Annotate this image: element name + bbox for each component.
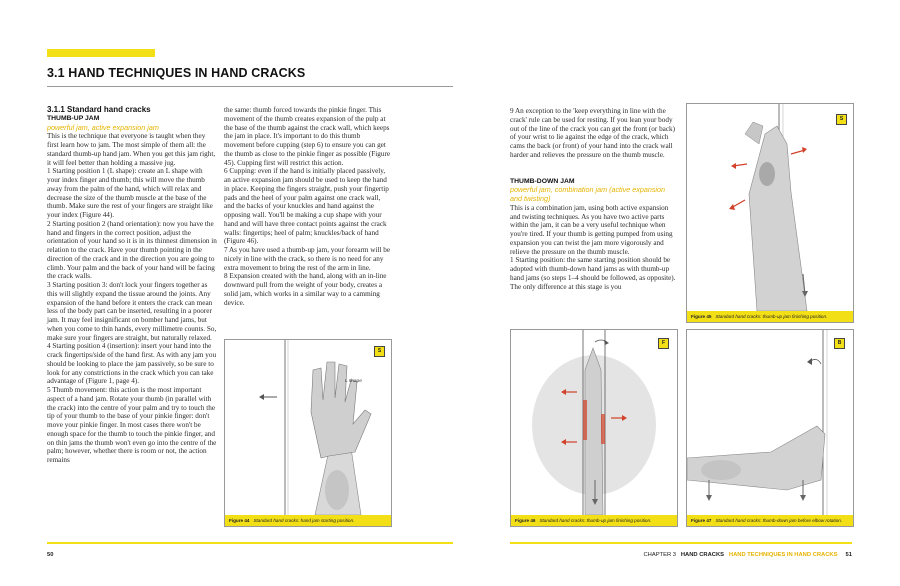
hand-illustration	[511, 330, 677, 515]
subhead-thumb-down: THUMB-DOWN JAM	[510, 177, 575, 185]
running-footer	[643, 552, 852, 558]
paragraph: This is the technique that everyone is taught when they first learn how to jam. The most simple of them all: the standard thumb-up hand jam. When you get this jam right, it will feel better than holding a massive jug.	[47, 132, 216, 167]
figure-caption: Figure 47 Standard hand cracks: thumb-down jam before elbow rotation.	[687, 515, 853, 526]
figure-caption: Figure 44 Standard hand cracks: hand jam starting position.	[225, 515, 391, 526]
l-shape-label: L shape	[345, 379, 362, 384]
footer-rule-right	[510, 542, 852, 544]
paragraph: This is a combination jam, using both active expansion and twisting techniques. As you have two active parts within the jam, it can be a very useful technique when you're tired. If your thumb is getting pumped from using expansion you can twist the jam more vigorously and relieve the pressure on the thumb muscle.	[510, 203, 673, 256]
paragraph: 5 Thumb movement: this action is the most important aspect of a hand jam. Rotate your thumb (in parallel with the crack) into the centre of your palm and try to touch the tip of your thumb to the base of your pinkie finger: don't move your pinkie finger. In most cases there won't be enough space for the thumb to touch the pinkie finger, and on thin jams the thumb won't even go into the centre of the palm; however, whether there is room or not, the action remains	[47, 386, 217, 464]
figure-badge: F	[658, 338, 669, 349]
subhead-thumb-up: THUMB-UP JAM	[47, 114, 100, 122]
paragraph: the same: thumb forced towards the pinkie finger. This movement of the thumb creates expansion of the pulp at the base of the thumb against the crack wall, which keeps the jam in place. It's important to do this thumb movement before cupping (step 6) to ensure you can get the thumb as close to the pinkie finger as possible (Figure 45). Cupping first will restrict this action.	[224, 106, 391, 167]
page-number-right: 51	[845, 552, 852, 558]
left-column-2	[224, 106, 392, 307]
paragraph: 4 Starting position 4 (insertion): insert your hand into the crack fingertips/side of the hand first. As with any jam you should be looking to place the jam passively, so be sure to look for any constrictions in the crack which you can take advantage of (Figure 1, page 4).	[47, 342, 217, 386]
paragraph: 7 As you have used a thumb-up jam, your forearm will be nicely in line with the crack, so there is no need for any extra movement to bring the rest of the arm in line.	[224, 246, 391, 272]
hand-illustration	[687, 104, 853, 311]
page-heading: 3.1 HAND TECHNIQUES IN HAND CRACKS	[47, 66, 306, 80]
figure-46	[510, 329, 678, 527]
figure-caption: Figure 46 Standard hand cracks: thumb-up jam finishing position.	[511, 515, 677, 526]
paragraph: 1 Starting position 1 (L shape): create an L shape with your index finger and thumb; this will move the thumb away from the palm of the hand, which will relax and decrease the size of the thumb muscle at the base of the thumb. Make sure the rest of your fingers are straight like your index (Figure 44).	[47, 167, 213, 219]
paragraph: 9 An exception to the 'keep everything in line with the crack' rule can be used for resting. If you lean your body out of the line of the crack you can get the front (or back) of your wrist to lie against the edge of the crack, which cams the back (or front) of your hand into the crack wall harder and relieves the pressure on the thumb muscle.	[510, 107, 676, 159]
page-number-left: 50	[47, 552, 54, 558]
figure-45	[686, 103, 854, 323]
paragraph: 1 Starting position: the same starting position should be adopted with thumb-down hand jams as with thumb-up hand jams (so steps 1–4 should be followed, as opposite). The only difference at this stage is you	[510, 256, 676, 291]
heading-rule	[47, 86, 453, 87]
right-column-1	[510, 107, 678, 291]
accent-line: powerful jam, active expansion jam	[47, 122, 159, 132]
paragraph: 8 Expansion created with the hand, along with an in-line downward pull from the weight of your body, creates a solid jam, which works in a similar way to a camming device.	[224, 272, 387, 307]
heading-accent-bar	[47, 49, 155, 57]
paragraph: 2 Starting position 2 (hand orientation): now you have the hand and fingers in the correct position, adjust the orientation of your hand so it is in its thinnest dimension in relation to the crack. Have your thumb pointing in the direction of the crack and in the direction you are going to climb. Your palm and the back of your hand will be facing the crack walls.	[47, 219, 217, 281]
spacer	[510, 160, 678, 178]
section-title: 3.1.1 Standard hand cracks	[47, 105, 151, 114]
figure-badge: B	[834, 338, 845, 349]
paragraph: 6 Cupping: even if the hand is initially placed passively, an active expansion jam should be used to keep the hand in place. Keeping the fingers straight, push your fingertip pads and the heel of your palm against one crack wall, and the backs of your knuckles and hand against the opposing wall. You'll be making a cup shape with your hand and will have three contact points against the crack walls: fingertips; heel of palm; knuckles/back of hand (Figure 46).	[224, 167, 389, 246]
figure-badge: S	[836, 114, 847, 125]
figure-47	[686, 329, 854, 527]
footer-chapter: CHAPTER 3	[643, 552, 676, 558]
footer-section: HAND CRACKS	[680, 552, 725, 558]
footer-subsection: HAND TECHNIQUES IN HAND CRACKS	[728, 552, 838, 558]
figure-badge: S	[374, 346, 385, 357]
accent-line: powerful jam, combination jam (active expansion and twisting)	[510, 185, 666, 203]
figure-44	[224, 339, 392, 527]
footer-rule-left	[47, 542, 453, 544]
hand-illustration	[225, 340, 391, 515]
hand-illustration	[687, 330, 853, 515]
figure-caption: Figure 45 Standard hand cracks: thumb-up jam finishing position.	[687, 311, 853, 322]
left-column-1	[47, 106, 217, 465]
paragraph: 3 Starting position 3: don't lock your fingers together as this will slightly expand the tissue around the joints. Any expansion of the hand before it enters the crack can mean less of the body part can be inserted, resulting in a poorer jam. It may feel insignificant on bomber hand jams, but when you come to thin hands, every millimetre counts. So, make sure your fingers are straight, but naturally relaxed.	[47, 281, 217, 342]
